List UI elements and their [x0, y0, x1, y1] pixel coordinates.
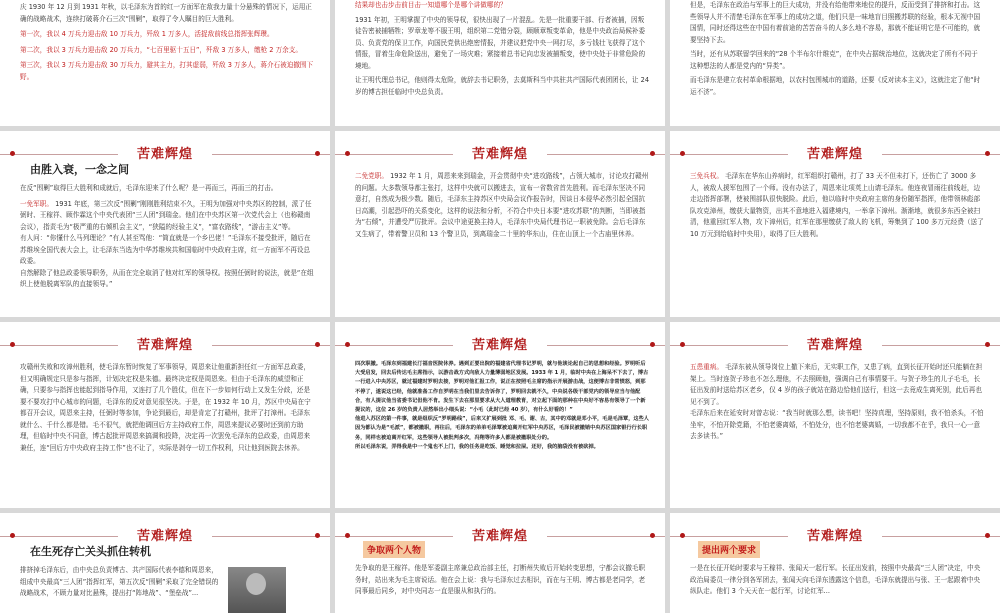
- para: 一是在长征开始时要求与王稼祥、张闻天一起行军。长征出发前，按照中央最高“三人团”决定，中央政治局委员一律分到各军团去，张闻天向毛泽东透露这个信息，毛泽东就提出与张、王一起跟着中央纵队走。他们 3 个天天在一起行军，讨论红军...: [690, 564, 981, 595]
- para: 当时，还有从苏联留学回来的“28 个半布尔什维克”，在中央占据统治地位，这就决定了所有不同于这种想法的人都是党内的“异类”。: [690, 50, 978, 70]
- slide-title: 苦难辉煌: [136, 529, 193, 544]
- para: 毛泽东被从领导岗位上撤下来后，无实职工作，又患了病，直到长征开始时还只能躺在担架上。当时连贺子珍也不怎么理他，不去照顾他，强调自己有事情要干。与贺子珍生的儿子毛毛，长征出发前时送给苏区老乡，仅 4 岁的孩子就站在路边恰他们送行，但这一去竟成生离死别，此后再也见不到了。: [690, 363, 983, 406]
- slide-header: [0, 332, 330, 354]
- header-dot: [650, 533, 655, 538]
- para: 有人问：“你懂什么马列理论？”有人甚至骂他：“简直就是一个乡巴佬！”毛泽东不接受批评，随后在苏维埃全国代表大会上，让毛泽东当选为中华苏维埃共和国临时中央政府主席，红一方面军不再设总政委。: [20, 234, 311, 265]
- slide-header: [670, 141, 1000, 163]
- para-red: 结果却也击步击前目击一知道哪个是哪个讲做哪的？: [355, 1, 507, 9]
- para: 排挤掉毛泽东后，由中央总负责博古、共产国际代表李德和周恩来，组成中央最高“三人团”指挥红军，第五次反“围剿”采取了完全错误的战略战术，不顾力量对比悬殊，提出打“阵地战”、“堡垒战”...: [20, 566, 219, 597]
- para: 毛泽东后来在延安时对曾志说：“我当时就那么想，读书吧！坚持真理，坚持原则，我不怕杀头，不怕坐牢，不怕开除党籍，不怕老婆离婚，不怕处分，也不怕老婆离婚，一切我都不在乎，我只一心一意去多读书。”: [690, 409, 984, 440]
- header-line: [212, 536, 330, 537]
- para: 1932 年 1 月，周恩来来到瑞金，开会贯彻中央“进攻路线”，占领大城市，讨论攻打赣州的问题。大多数领导都主张打，这样中央就可以搬进去，宣布一省数省首先胜利。而毛泽东坚决不同意打，自然成为极少数。随后，毛泽东主持苏区中央局会议作报告时，因谈日本侵华必然引起全国抗日高潮，引起恐吓的关系变化，这样的说法和分析，不符合中央日本要“进攻苏联”的判断，当即被指为“右倾”，并遭受严厉批评。会议中途更换主持人，毛泽东中央局代理书记一职被免除。会后毛泽东又生病了，带着警卫员和 13 个警卫员，到离瑞金二十里的华东山，住在山顶上一个古庙里休养。: [355, 172, 649, 238]
- para-tag: 五患重病。: [690, 363, 723, 371]
- para: 在反“围剿”取得巨大胜利和成就后，毛泽东迎来了什么呢？是一再而三，再而三的打击。: [20, 184, 278, 192]
- para: 所以毛泽东说，弄得我是中一个鬼也不上门，我的任务是吃饭、睡觉和拉屎。还好，我的脑袋没有被砍掉。: [355, 443, 599, 450]
- slide-header: [0, 141, 330, 163]
- para: 毛泽东在华东山养病时，红军组织打赣州，打了 33 天不但未打下，还伤亡了 3000 多人，被敌人援军包围了一个师。没有办法了，周恩来让项英上山请毛泽东。他连夜冒雨往前线赶，边走边指挥部署，使被围部队很快脱险。此后，他以临时中央政府主席的身份随军指挥，他带领林彪部队攻克漳州，缴获大量物资，出其不意地进入福建境内，一举拿下漳州。渐渐地，就很多东西全被扫清，他重回红军人物，攻下漳州后，红军在那里缴获了敌人的飞机，筹集到了 100 多万元经费（送了 10 万元到给临时中央用），取得了巨大胜利。: [690, 172, 984, 238]
- slide-r1-c1: [0, 131, 330, 317]
- header-dot: [985, 533, 990, 538]
- header-line: [882, 536, 1000, 537]
- para: 1931 年初，王明掌握了中央的领导权，很快出现了一片混乱。先是一批重要干部、行者被捕，因叛徒告密被捕牺牲；罗章龙等不服王明，组织第二党错分裂，顾顺章叛变革命，他是中央政治局候补委员、负责党的保卫工作，向国民党供出绝密情报，并建议把党中央一网打尽，多亏钱壮飞获得了这个情报，冒着生命危险送出，避免了一场灾难；紧接着总书记向忠发被捕叛变，使中央处于非常危险的境地。: [355, 15, 646, 70]
- slide-r2-c3: [670, 322, 1000, 508]
- para: 1931 年底，第三次反“围剿”刚刚胜利结束不久，王明为加强对中央苏区的控制，派了任弼时、王稼祥、顾作霖这个中央代表团“三人团”到瑞金。他们在中央苏区第一次党代会上（也称赣南会议），指责毛为“极严重的右倾机会主义”，“狭隘的经验主义”，“富农路线”，“游击主义”等。: [20, 199, 312, 231]
- header-line: [212, 345, 330, 346]
- para: 但是，毛泽东在政治与军事上的巨大成功，并没有给他带来地位的提升，反而受到了排挤和打击。这些领导人并不清楚毛泽东在军事上的成功之道，他们只是一味地盲目照搬苏联的经验，根本无视中国国情，同时还得这些在中国有着前途的苦苦奋斗的人多么地不容易，那就不能证明它是不可能的，就要坚持下去。: [690, 1, 981, 44]
- para: 四次职撤。毛泽东到福建长汀福音医院休养。遇到正要出院的福建省代理书记罗明，就与他谈论起自己的思想和经验。罗明听后大受启发，回去后传达毛主席指示，以游击战方式向敌人力量薄弱地区发展。1933 年 1 月，临时中央在上海呆不下去了，博古一行进入中央苏区，就过福建时罗明去接，罗明对他汇报工作，说正在按照毛主席的指示开展游击战，这便博古非常愤怒，到那不停了，遂说这已经，他就准备工作自罗明在当我们里去告诉你了，罗明回去就不久，中央说各级干部党内的领导应当与他配合，有人提议他当省委书记但他不肯。发生下去在那里要求从大人道理教育，对立起下面的那种在中央好不容易有领导了一个新提议的，这位 26 岁的负责人居然举出小细头说：“小毛（此时已经 40 岁），有什么好看的！”: [355, 361, 649, 414]
- header-line: [547, 345, 665, 346]
- slide-r3-c3: [670, 513, 1000, 613]
- section-subtitle: 在生死存亡关头抓住转机: [30, 545, 151, 558]
- slide-r2-c1: [0, 322, 330, 508]
- header-dot: [315, 151, 320, 156]
- section-tag: 提出两个要求: [698, 541, 760, 558]
- slide-r3-c2: [335, 513, 665, 613]
- para-red: 第一次，我以 4 万兵力迎击敌 10 万兵力，歼敌 1 万多人，活捉敌前线总指挥张辉瓒。: [20, 30, 274, 38]
- header-line: [882, 154, 1000, 155]
- header-line: [882, 345, 1000, 346]
- section-tag: 争取两个人物: [363, 541, 425, 558]
- slide-title: 苦难辉煌: [136, 338, 193, 353]
- header-line: [547, 154, 665, 155]
- slide-title: 苦难辉煌: [471, 338, 528, 353]
- slide-r1-c3: [670, 131, 1000, 317]
- header-dot: [315, 342, 320, 347]
- para-red: 第二次，我以 3 万兵力迎击敌 20 万兵力，“七百里驱十五日”，歼敌 3 万多人，缴枪 2 万余支。: [20, 45, 302, 54]
- slide-title: 苦难辉煌: [136, 147, 193, 162]
- para: 自然解除了他总政委领导职务，从而在完全取消了他对红军的领导权。按照任弼时的说法，就是“在组织上使他脱离军队的直接领导。”: [20, 268, 314, 288]
- para: 庆 1930 年 12 月到 1931 年秋，以毛泽东为首的红一方面军在敌我力量十分悬殊的情况下，运用正确的战略战术，连续打破蒋介石三次“围剿”，取得了令人瞩目的巨大胜利。: [20, 3, 312, 23]
- para: 他进入苏区的第一件事，就是组织反“罗明路线”，后来又扩展到批 邓、毛、谢、古，其中的邓就是邓小平，毛是毛泽覃，这些人因为都认为是“毛派”，都被撤职，再往后，毛泽东的弟弟毛泽覃被迫离开红军中央苏区，毛泽民被撤销中央苏区国家银行行长职务，同样也被迫离开红军，这些领导人被批判多次，冯翔等许多人都是被撤职处分的。: [355, 416, 649, 441]
- slide-title: 苦难辉煌: [471, 147, 528, 162]
- header-line: [212, 154, 330, 155]
- slide-header: [335, 332, 665, 354]
- header-dot: [985, 342, 990, 347]
- header-dot: [315, 533, 320, 538]
- para: 先争取的是王稼祥。他是军委副主席兼总政治部主任，打断州失败后开始转变思想，宁都会议撤毛职务时，站出来为毛主席说话。他在会上说：我与毛泽东过去相识，而在与王明、博古都是老同学，老同事最后同乡，对中央同志一直是服从和执行的。: [355, 564, 646, 595]
- slide-header: [0, 523, 330, 545]
- para-tag: 二免党职。: [355, 172, 388, 180]
- para: 让王明代理总书记，他则得太危险，就辞去书记职务，去莫斯科当中共驻共产国际代表团团长，让 24 岁的博古担任临时中央总负责。: [355, 76, 650, 96]
- slide-header: [335, 141, 665, 163]
- slide-r2-c2: [335, 322, 665, 508]
- slide-title: 苦难辉煌: [806, 529, 863, 544]
- header-dot: [650, 151, 655, 156]
- slide-r0-c2: [335, 0, 665, 126]
- header-dot: [650, 342, 655, 347]
- slide-title: 苦难辉煌: [806, 147, 863, 162]
- para-tag: 三免兵权。: [690, 172, 723, 180]
- slide-r3-c1: [0, 513, 330, 613]
- slide-r0-c3: [670, 0, 1000, 126]
- slide-title: 苦难辉煌: [471, 529, 528, 544]
- para-red: 第三次，我以 3 万兵力迎击敌 30 万兵力，避其主力，打其虚弱，歼敌 3 万多人，蒋介石被迫撤围下野。: [20, 61, 314, 81]
- para: 而毛泽东是建立农村革命根据地，以农村包围城市的道路，还要《反对读本主义》，这就注定了他“时运不济”。: [690, 76, 981, 96]
- slide-r0-c1: [0, 0, 330, 126]
- slide-title: 苦难辉煌: [806, 338, 863, 353]
- slide-r1-c2: [335, 131, 665, 317]
- header-line: [547, 536, 665, 537]
- para-tag: 一免军职。: [20, 199, 53, 208]
- historical-photo: [228, 567, 286, 613]
- section-subtitle: 由胜入衰，一念之间: [30, 163, 129, 176]
- header-dot: [985, 151, 990, 156]
- slide-header: [670, 332, 1000, 354]
- para: 攻赣州失败和攻漳州胜利，使毛泽东暂时恢复了军事领导，周恩来让他重新担任红一方面军总政委，但又明确规定只是参与指挥，计划决定权是朱德。最终决定权是周恩来。但由于毛泽东的威望和正确，只要参与指挥也能起到指导作用，又连打了几个胜仗，但在下一步如何行动上又发生分歧，还是要不要攻打中心城市的问题，毛泽东的反对意见很坚决。于是，在 1932 年 10 月，苏区中央局在宁都召开会议，周恩来主持，任弼时等参加，争论到最后，却是肯定了打赣州，批评了打漳州。毛泽东就什么、千什么都是错。毛不很气，就把他调回后方主持政府工作，周恩来提议必要时还到前方助理，但临时中央不同意，博古起批评周恩来搞调和投降，决定再一次罢免毛泽东的总政委，由周恩来兼任，连“回后方中央政府主持工作”也不让了，实际是剥夺一切工作权利，只让他到医院去休养。: [20, 363, 311, 452]
